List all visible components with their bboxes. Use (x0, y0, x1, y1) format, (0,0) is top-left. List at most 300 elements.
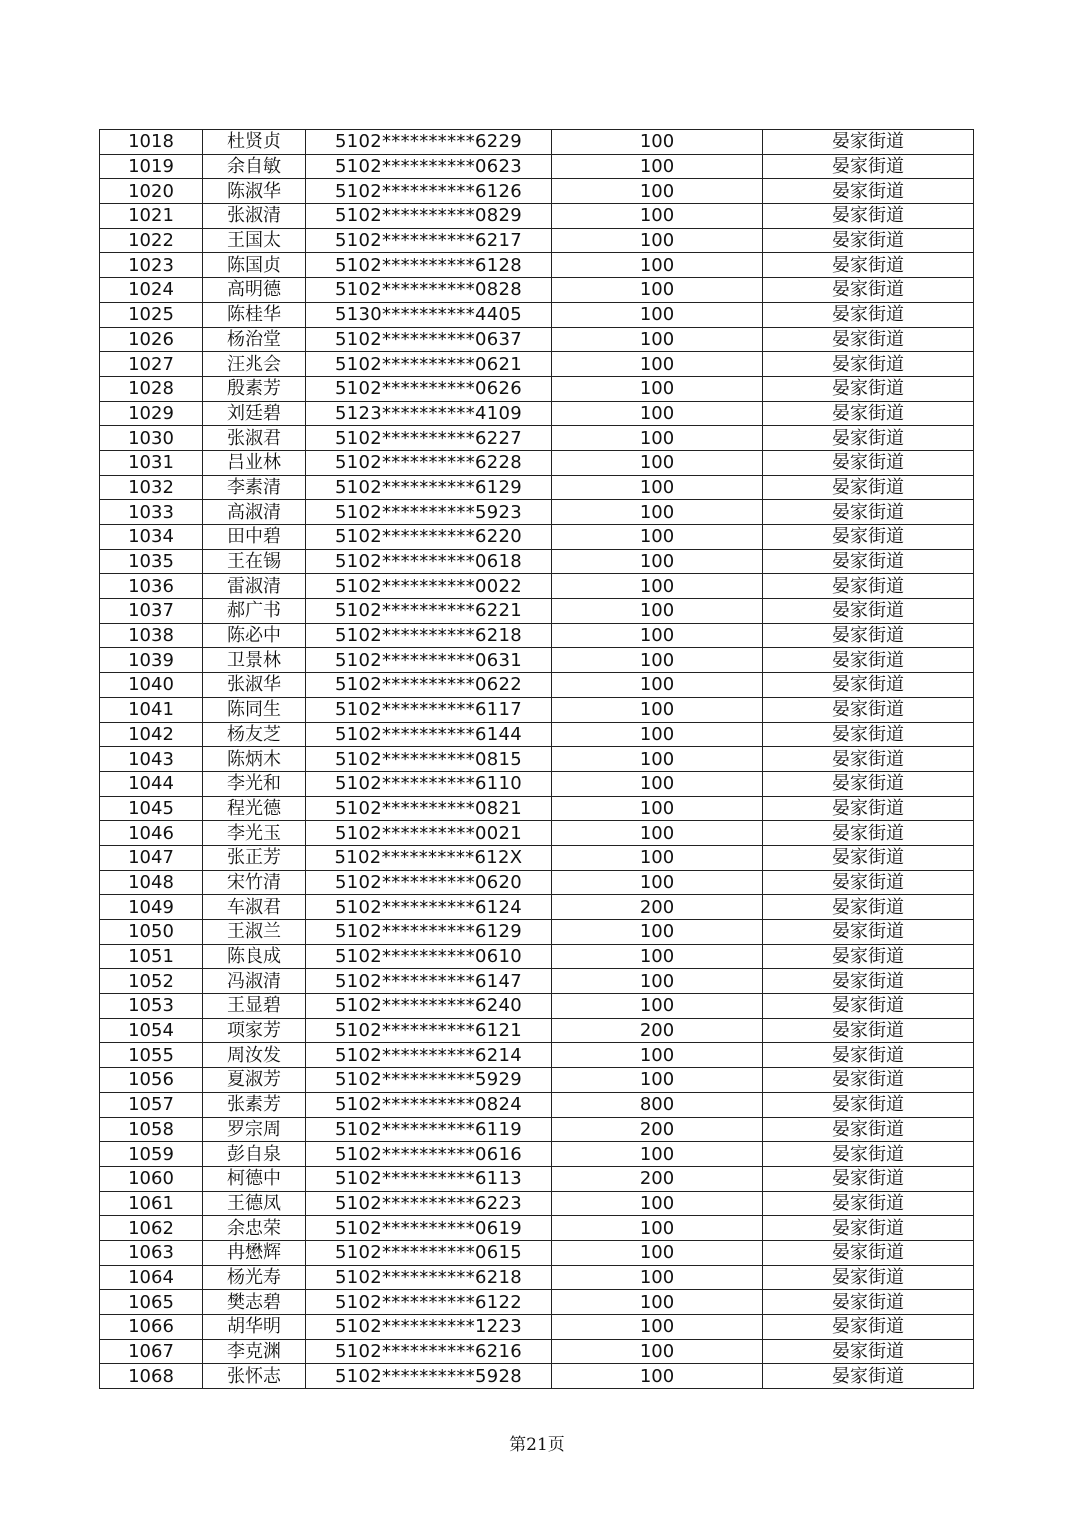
table-row (100, 401, 974, 426)
cell-id-number: 5102**********0618 (306, 549, 552, 574)
table-row (100, 352, 974, 377)
cell-seq-number: 1056 (100, 1068, 203, 1093)
cell-seq-number: 1018 (100, 130, 203, 155)
cell-amount: 100 (552, 870, 763, 895)
cell-district: 晏家街道 (763, 549, 974, 574)
cell-name: 王显碧 (203, 994, 306, 1019)
table-row (100, 1117, 974, 1142)
cell-seq-number: 1041 (100, 697, 203, 722)
cell-district: 晏家街道 (763, 327, 974, 352)
cell-seq-number: 1022 (100, 228, 203, 253)
cell-seq-number: 1049 (100, 895, 203, 920)
page-number: 第21页 (509, 1435, 565, 1455)
cell-name: 余忠荣 (203, 1216, 306, 1241)
cell-district: 晏家街道 (763, 1240, 974, 1265)
cell-seq-number: 1027 (100, 352, 203, 377)
cell-amount: 100 (552, 179, 763, 204)
cell-name: 冯淑清 (203, 969, 306, 994)
cell-name: 杨治堂 (203, 327, 306, 352)
table-row (100, 920, 974, 945)
cell-district: 晏家街道 (763, 253, 974, 278)
cell-seq-number: 1038 (100, 623, 203, 648)
table-row (100, 599, 974, 624)
cell-district: 晏家街道 (763, 450, 974, 475)
cell-district: 晏家街道 (763, 352, 974, 377)
cell-name: 雷淑清 (203, 574, 306, 599)
cell-name: 李克渊 (203, 1339, 306, 1364)
cell-name: 李光玉 (203, 821, 306, 846)
table-row (100, 1315, 974, 1340)
cell-id-number: 5102**********6119 (306, 1117, 552, 1142)
cell-seq-number: 1045 (100, 796, 203, 821)
cell-amount: 100 (552, 944, 763, 969)
cell-district: 晏家街道 (763, 895, 974, 920)
table-row (100, 130, 974, 155)
cell-seq-number: 1040 (100, 673, 203, 698)
cell-amount: 100 (552, 475, 763, 500)
cell-seq-number: 1044 (100, 771, 203, 796)
cell-amount: 100 (552, 302, 763, 327)
cell-district: 晏家街道 (763, 845, 974, 870)
cell-id-number: 5102**********0620 (306, 870, 552, 895)
cell-seq-number: 1029 (100, 401, 203, 426)
cell-id-number: 5102**********0621 (306, 352, 552, 377)
cell-id-number: 5102**********6124 (306, 895, 552, 920)
cell-seq-number: 1024 (100, 278, 203, 303)
cell-amount: 100 (552, 994, 763, 1019)
cell-seq-number: 1033 (100, 500, 203, 525)
table-row (100, 450, 974, 475)
cell-seq-number: 1031 (100, 450, 203, 475)
cell-name: 陈桂华 (203, 302, 306, 327)
table-row (100, 1018, 974, 1043)
cell-id-number: 5102**********6117 (306, 697, 552, 722)
cell-amount: 100 (552, 525, 763, 550)
cell-amount: 100 (552, 426, 763, 451)
cell-district: 晏家街道 (763, 1191, 974, 1216)
cell-district: 晏家街道 (763, 673, 974, 698)
cell-name: 杨友芝 (203, 722, 306, 747)
table-row (100, 771, 974, 796)
cell-name: 王德凤 (203, 1191, 306, 1216)
cell-district: 晏家街道 (763, 1364, 974, 1389)
cell-name: 高淑清 (203, 500, 306, 525)
cell-district: 晏家街道 (763, 204, 974, 229)
cell-id-number: 5102**********6218 (306, 623, 552, 648)
table-row (100, 1364, 974, 1389)
table-row (100, 574, 974, 599)
cell-name: 李素清 (203, 475, 306, 500)
cell-amount: 100 (552, 673, 763, 698)
table-row (100, 648, 974, 673)
cell-name: 卫景林 (203, 648, 306, 673)
cell-amount: 100 (552, 253, 763, 278)
cell-district: 晏家街道 (763, 130, 974, 155)
cell-district: 晏家街道 (763, 796, 974, 821)
cell-amount: 100 (552, 796, 763, 821)
cell-amount: 100 (552, 1290, 763, 1315)
cell-seq-number: 1026 (100, 327, 203, 352)
cell-district: 晏家街道 (763, 994, 974, 1019)
cell-id-number: 5102**********0824 (306, 1092, 552, 1117)
table-row (100, 821, 974, 846)
cell-seq-number: 1057 (100, 1092, 203, 1117)
cell-id-number: 5102**********6229 (306, 130, 552, 155)
cell-id-number: 5102**********5923 (306, 500, 552, 525)
cell-seq-number: 1050 (100, 920, 203, 945)
cell-id-number: 5102**********6227 (306, 426, 552, 451)
cell-seq-number: 1064 (100, 1265, 203, 1290)
cell-amount: 100 (552, 130, 763, 155)
cell-seq-number: 1021 (100, 204, 203, 229)
cell-district: 晏家街道 (763, 747, 974, 772)
cell-seq-number: 1046 (100, 821, 203, 846)
table-row (100, 994, 974, 1019)
cell-district: 晏家街道 (763, 1117, 974, 1142)
cell-id-number: 5102**********6214 (306, 1043, 552, 1068)
cell-id-number: 5102**********6121 (306, 1018, 552, 1043)
cell-name: 张素芳 (203, 1092, 306, 1117)
cell-id-number: 5102**********0637 (306, 327, 552, 352)
cell-seq-number: 1028 (100, 376, 203, 401)
cell-amount: 100 (552, 352, 763, 377)
cell-amount: 100 (552, 401, 763, 426)
table-row (100, 1191, 974, 1216)
cell-seq-number: 1066 (100, 1315, 203, 1340)
cell-district: 晏家街道 (763, 1290, 974, 1315)
cell-seq-number: 1035 (100, 549, 203, 574)
cell-name: 汪兆会 (203, 352, 306, 377)
table-row (100, 697, 974, 722)
cell-district: 晏家街道 (763, 1166, 974, 1191)
cell-seq-number: 1059 (100, 1142, 203, 1167)
cell-name: 田中碧 (203, 525, 306, 550)
cell-id-number: 5102**********0022 (306, 574, 552, 599)
cell-seq-number: 1032 (100, 475, 203, 500)
cell-amount: 100 (552, 1068, 763, 1093)
table-row (100, 1092, 974, 1117)
roster-table (99, 129, 974, 1389)
table-row (100, 895, 974, 920)
table-row (100, 944, 974, 969)
cell-seq-number: 1039 (100, 648, 203, 673)
cell-amount: 100 (552, 450, 763, 475)
cell-name: 王在锡 (203, 549, 306, 574)
cell-name: 张淑华 (203, 673, 306, 698)
cell-id-number: 5102**********5928 (306, 1364, 552, 1389)
cell-id-number: 5102**********6144 (306, 722, 552, 747)
cell-district: 晏家街道 (763, 1216, 974, 1241)
table-row (100, 870, 974, 895)
cell-amount: 200 (552, 1117, 763, 1142)
cell-seq-number: 1042 (100, 722, 203, 747)
table-row (100, 969, 974, 994)
cell-district: 晏家街道 (763, 1315, 974, 1340)
cell-amount: 100 (552, 722, 763, 747)
cell-name: 郝广书 (203, 599, 306, 624)
table-row (100, 1216, 974, 1241)
cell-seq-number: 1051 (100, 944, 203, 969)
cell-name: 张怀志 (203, 1364, 306, 1389)
cell-district: 晏家街道 (763, 500, 974, 525)
cell-district: 晏家街道 (763, 821, 974, 846)
cell-id-number: 5102**********6228 (306, 450, 552, 475)
cell-name: 李光和 (203, 771, 306, 796)
cell-seq-number: 1061 (100, 1191, 203, 1216)
cell-id-number: 5102**********0021 (306, 821, 552, 846)
table-row (100, 327, 974, 352)
cell-name: 车淑君 (203, 895, 306, 920)
table-row (100, 1043, 974, 1068)
cell-amount: 100 (552, 376, 763, 401)
cell-seq-number: 1054 (100, 1018, 203, 1043)
cell-seq-number: 1055 (100, 1043, 203, 1068)
cell-seq-number: 1068 (100, 1364, 203, 1389)
cell-amount: 100 (552, 204, 763, 229)
cell-id-number: 5102**********6126 (306, 179, 552, 204)
table-row (100, 673, 974, 698)
cell-seq-number: 1043 (100, 747, 203, 772)
cell-amount: 100 (552, 1142, 763, 1167)
cell-name: 杜贤贞 (203, 130, 306, 155)
cell-seq-number: 1036 (100, 574, 203, 599)
cell-seq-number: 1037 (100, 599, 203, 624)
cell-name: 余自敏 (203, 154, 306, 179)
cell-name: 樊志碧 (203, 1290, 306, 1315)
cell-name: 张淑君 (203, 426, 306, 451)
cell-amount: 100 (552, 574, 763, 599)
cell-name: 程光德 (203, 796, 306, 821)
cell-district: 晏家街道 (763, 525, 974, 550)
cell-id-number: 5102**********6218 (306, 1265, 552, 1290)
cell-amount: 100 (552, 327, 763, 352)
table-row (100, 845, 974, 870)
cell-seq-number: 1025 (100, 302, 203, 327)
cell-district: 晏家街道 (763, 1068, 974, 1093)
cell-amount: 200 (552, 895, 763, 920)
cell-seq-number: 1052 (100, 969, 203, 994)
table-row (100, 475, 974, 500)
table-row (100, 1265, 974, 1290)
cell-id-number: 5102**********1223 (306, 1315, 552, 1340)
cell-id-number: 5102**********0619 (306, 1216, 552, 1241)
cell-id-number: 5102**********0610 (306, 944, 552, 969)
cell-seq-number: 1062 (100, 1216, 203, 1241)
cell-district: 晏家街道 (763, 599, 974, 624)
cell-amount: 100 (552, 154, 763, 179)
cell-amount: 100 (552, 623, 763, 648)
cell-amount: 100 (552, 697, 763, 722)
table-row (100, 1339, 974, 1364)
cell-district: 晏家街道 (763, 771, 974, 796)
cell-amount: 100 (552, 1364, 763, 1389)
cell-id-number: 5102**********612X (306, 845, 552, 870)
cell-district: 晏家街道 (763, 154, 974, 179)
cell-name: 宋竹清 (203, 870, 306, 895)
table-row (100, 796, 974, 821)
cell-amount: 100 (552, 549, 763, 574)
table-row (100, 1240, 974, 1265)
cell-district: 晏家街道 (763, 870, 974, 895)
cell-id-number: 5102**********6110 (306, 771, 552, 796)
cell-id-number: 5102**********6128 (306, 253, 552, 278)
cell-name: 陈良成 (203, 944, 306, 969)
cell-id-number: 5102**********6221 (306, 599, 552, 624)
cell-id-number: 5102**********6223 (306, 1191, 552, 1216)
cell-amount: 100 (552, 500, 763, 525)
table-row (100, 525, 974, 550)
cell-district: 晏家街道 (763, 475, 974, 500)
cell-seq-number: 1053 (100, 994, 203, 1019)
cell-id-number: 5102**********0821 (306, 796, 552, 821)
cell-seq-number: 1067 (100, 1339, 203, 1364)
cell-amount: 100 (552, 1043, 763, 1068)
cell-name: 刘廷碧 (203, 401, 306, 426)
cell-name: 夏淑芳 (203, 1068, 306, 1093)
cell-seq-number: 1023 (100, 253, 203, 278)
cell-name: 杨光寿 (203, 1265, 306, 1290)
cell-amount: 100 (552, 845, 763, 870)
cell-name: 陈必中 (203, 623, 306, 648)
cell-id-number: 5102**********6129 (306, 475, 552, 500)
cell-name: 彭自泉 (203, 1142, 306, 1167)
cell-amount: 100 (552, 771, 763, 796)
cell-id-number: 5102**********0828 (306, 278, 552, 303)
cell-id-number: 5102**********0631 (306, 648, 552, 673)
cell-amount: 100 (552, 1191, 763, 1216)
cell-name: 张正芳 (203, 845, 306, 870)
cell-name: 柯德中 (203, 1166, 306, 1191)
cell-name: 高明德 (203, 278, 306, 303)
cell-seq-number: 1030 (100, 426, 203, 451)
cell-district: 晏家街道 (763, 623, 974, 648)
table-row (100, 302, 974, 327)
cell-district: 晏家街道 (763, 1142, 974, 1167)
table-row (100, 154, 974, 179)
cell-id-number: 5102**********0616 (306, 1142, 552, 1167)
cell-name: 王淑兰 (203, 920, 306, 945)
cell-district: 晏家街道 (763, 920, 974, 945)
cell-amount: 100 (552, 920, 763, 945)
cell-name: 吕业林 (203, 450, 306, 475)
cell-district: 晏家街道 (763, 944, 974, 969)
cell-amount: 100 (552, 1339, 763, 1364)
cell-amount: 100 (552, 747, 763, 772)
table-row (100, 1166, 974, 1191)
roster-table-body (100, 130, 974, 1389)
table-row (100, 549, 974, 574)
cell-seq-number: 1048 (100, 870, 203, 895)
cell-id-number: 5102**********5929 (306, 1068, 552, 1093)
cell-district: 晏家街道 (763, 426, 974, 451)
cell-name: 王国太 (203, 228, 306, 253)
cell-seq-number: 1020 (100, 179, 203, 204)
cell-id-number: 5102**********6113 (306, 1166, 552, 1191)
cell-id-number: 5102**********0829 (306, 204, 552, 229)
cell-district: 晏家街道 (763, 179, 974, 204)
table-row (100, 253, 974, 278)
cell-amount: 100 (552, 648, 763, 673)
table-row (100, 747, 974, 772)
cell-id-number: 5102**********6217 (306, 228, 552, 253)
cell-amount: 100 (552, 599, 763, 624)
table-row (100, 722, 974, 747)
cell-id-number: 5102**********0622 (306, 673, 552, 698)
table-row (100, 500, 974, 525)
cell-name: 陈淑华 (203, 179, 306, 204)
cell-id-number: 5102**********0815 (306, 747, 552, 772)
cell-district: 晏家街道 (763, 1339, 974, 1364)
cell-seq-number: 1034 (100, 525, 203, 550)
cell-amount: 100 (552, 278, 763, 303)
cell-name: 陈同生 (203, 697, 306, 722)
table-row (100, 204, 974, 229)
cell-seq-number: 1065 (100, 1290, 203, 1315)
cell-name: 陈国贞 (203, 253, 306, 278)
cell-district: 晏家街道 (763, 278, 974, 303)
cell-id-number: 5102**********0623 (306, 154, 552, 179)
cell-amount: 100 (552, 1240, 763, 1265)
cell-name: 殷素芳 (203, 376, 306, 401)
cell-name: 陈炳木 (203, 747, 306, 772)
cell-amount: 200 (552, 1166, 763, 1191)
cell-name: 冉懋辉 (203, 1240, 306, 1265)
cell-id-number: 5102**********6240 (306, 994, 552, 1019)
cell-district: 晏家街道 (763, 969, 974, 994)
table-row (100, 278, 974, 303)
cell-id-number: 5123**********4109 (306, 401, 552, 426)
cell-id-number: 5102**********0615 (306, 1240, 552, 1265)
cell-amount: 100 (552, 1315, 763, 1340)
cell-district: 晏家街道 (763, 228, 974, 253)
cell-name: 周汝发 (203, 1043, 306, 1068)
cell-id-number: 5102**********6129 (306, 920, 552, 945)
table-row (100, 426, 974, 451)
cell-district: 晏家街道 (763, 574, 974, 599)
table-row (100, 1290, 974, 1315)
cell-district: 晏家街道 (763, 1043, 974, 1068)
cell-seq-number: 1060 (100, 1166, 203, 1191)
cell-seq-number: 1063 (100, 1240, 203, 1265)
cell-amount: 100 (552, 969, 763, 994)
cell-district: 晏家街道 (763, 302, 974, 327)
cell-id-number: 5102**********0626 (306, 376, 552, 401)
cell-name: 项家芳 (203, 1018, 306, 1043)
cell-name: 张淑清 (203, 204, 306, 229)
cell-district: 晏家街道 (763, 648, 974, 673)
cell-seq-number: 1058 (100, 1117, 203, 1142)
cell-amount: 100 (552, 1216, 763, 1241)
cell-district: 晏家街道 (763, 1265, 974, 1290)
cell-amount: 200 (552, 1018, 763, 1043)
cell-id-number: 5130**********4405 (306, 302, 552, 327)
cell-id-number: 5102**********6122 (306, 1290, 552, 1315)
table-row (100, 179, 974, 204)
table-row (100, 376, 974, 401)
cell-seq-number: 1019 (100, 154, 203, 179)
table-row (100, 623, 974, 648)
table-row (100, 228, 974, 253)
cell-amount: 800 (552, 1092, 763, 1117)
cell-id-number: 5102**********6220 (306, 525, 552, 550)
cell-amount: 100 (552, 821, 763, 846)
cell-district: 晏家街道 (763, 697, 974, 722)
cell-amount: 100 (552, 1265, 763, 1290)
cell-seq-number: 1047 (100, 845, 203, 870)
cell-district: 晏家街道 (763, 401, 974, 426)
cell-district: 晏家街道 (763, 1018, 974, 1043)
cell-district: 晏家街道 (763, 376, 974, 401)
